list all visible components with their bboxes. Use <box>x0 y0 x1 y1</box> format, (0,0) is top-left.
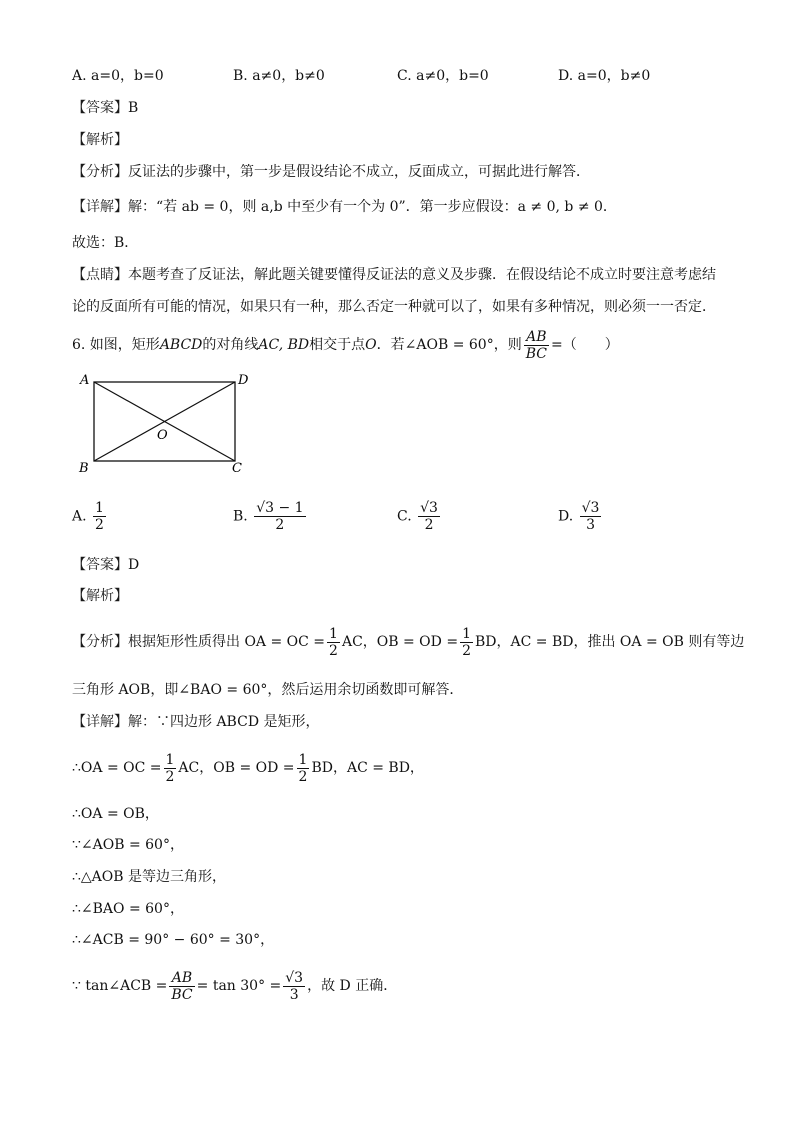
stem-text: =（ ） <box>550 337 619 353</box>
stem-math: ABCD <box>159 337 203 353</box>
fraction-numerator: 1 <box>95 500 104 516</box>
half-fraction <box>327 626 340 659</box>
q6-step-3 <box>72 804 159 824</box>
dianjing-text: 论的反面所有可能的情况，如果只有一种，那么否定一种就可以了，如果有多种情况，则必须一一否定． <box>72 299 716 315</box>
option-fraction <box>93 500 106 533</box>
q5-option-b[interactable] <box>233 66 325 86</box>
fenxi-tag: 【分析】 <box>72 634 128 650</box>
fraction-numerator: 1 <box>462 625 471 642</box>
step-text: ∴△AOB 是等边三角形， <box>72 869 226 885</box>
step-text: 解：∵四边形 ABCD 是矩形， <box>128 714 320 730</box>
fraction-numerator: AB <box>171 969 193 986</box>
q5-fenxi <box>72 162 590 182</box>
fraction-denominator: 2 <box>329 642 338 659</box>
dianjing-tag: 【点睛】 <box>72 267 128 283</box>
fraction-denominator: 3 <box>586 517 596 533</box>
fraction-numerator: √3 <box>420 500 438 516</box>
q6-step-4 <box>72 835 184 855</box>
half-fraction <box>297 752 310 785</box>
fraction-denominator: 3 <box>289 986 299 1003</box>
q6-option-c[interactable] <box>397 500 442 533</box>
dianjing-text: 本题考查了反证法，解此题关键要懂得反证法的意义及步骤．在假设结论不成立时要注意考虑结 <box>128 267 716 283</box>
step-text: ∵ tan∠ACB = <box>72 978 168 994</box>
choice-text: 故选：B． <box>72 235 139 251</box>
fenxi-text: 反证法的步骤中，第一步是假设结论不成立，反面成立，可据此进行解答． <box>128 164 590 180</box>
q5-dianjing-1 <box>72 265 716 285</box>
xiangjie-tag: 【详解】 <box>72 714 128 730</box>
answer-value: B <box>128 100 139 116</box>
q6-option-d[interactable] <box>558 500 603 533</box>
step-text: ∴OA = OB， <box>72 806 159 822</box>
q5-answer <box>72 98 138 118</box>
fraction-numerator: √3 <box>581 500 600 516</box>
half-fraction <box>460 626 473 659</box>
fraction-numerator: AB <box>526 328 547 345</box>
step-text: BD，AC = BD， <box>311 760 424 776</box>
fraction-denominator: 2 <box>298 768 308 785</box>
stem-text: ．若∠AOB = 60°，则 <box>376 337 522 353</box>
step-text: ∵∠AOB = 60°， <box>72 837 184 853</box>
step-text: = tan 30° = <box>196 978 282 994</box>
rectangle-figure <box>70 370 260 480</box>
q6-xiangjie <box>72 712 320 732</box>
option-letter: B. <box>233 68 248 84</box>
answer-tag: 【答案】 <box>72 100 128 116</box>
fraction-denominator: 2 <box>424 517 434 533</box>
q6-analysis-heading <box>72 586 128 606</box>
fenxi-text: BD，AC = BD，推出 OA = OB 则有等边 <box>475 634 745 650</box>
option-text: a=0，b=0 <box>91 68 164 84</box>
step-text: ∴∠ACB = 90° − 60° = 30°， <box>72 932 275 948</box>
q6-fenxi-2 <box>72 680 463 700</box>
stem-math: AC, BD <box>258 337 310 353</box>
option-letter: A. <box>72 508 87 525</box>
label-b: B <box>79 461 89 476</box>
stem-text: 的对角线 <box>202 337 259 353</box>
fraction-denominator: 2 <box>95 517 104 533</box>
fraction-numerator: √3 − 1 <box>256 500 304 516</box>
q5-xiangjie <box>72 197 617 217</box>
q6-answer <box>72 555 139 575</box>
stem-math: O <box>365 337 377 353</box>
q6-step-5 <box>72 867 226 887</box>
label-o: O <box>157 428 168 443</box>
stem-text: 6. 如图，矩形 <box>72 337 160 353</box>
q5-option-d[interactable] <box>558 66 650 86</box>
ratio-fraction <box>169 970 194 1003</box>
q5-option-a[interactable] <box>72 66 164 86</box>
q5-analysis-heading <box>72 130 128 150</box>
step-text: ，故 D 正确． <box>307 978 398 994</box>
fraction-denominator: BC <box>171 986 193 1003</box>
label-d: D <box>238 373 249 388</box>
option-fraction <box>254 500 305 533</box>
fraction-numerator: 1 <box>165 751 175 768</box>
label-c: C <box>232 461 242 476</box>
q6-step-7 <box>72 930 274 950</box>
analysis-tag: 【解析】 <box>72 588 128 604</box>
option-letter: C. <box>397 68 412 84</box>
q6-fenxi-1 <box>72 624 744 660</box>
fraction-denominator: BC <box>525 345 547 362</box>
option-text: a=0，b≠0 <box>577 68 651 84</box>
fraction-numerator: 1 <box>329 625 338 642</box>
q5-dianjing-2 <box>72 297 716 317</box>
option-letter: B. <box>233 508 248 525</box>
option-text: a≠0，b≠0 <box>252 68 325 84</box>
answer-value: D <box>128 557 140 573</box>
label-a: A <box>80 373 90 388</box>
q6-stem <box>72 328 619 362</box>
fraction-numerator: √3 <box>285 969 304 986</box>
fraction-denominator: 2 <box>275 517 285 533</box>
fenxi-text: AC，OB = OD = <box>341 634 459 650</box>
option-fraction <box>418 500 440 533</box>
stem-text: 相交于点 <box>309 337 366 353</box>
option-text: a≠0，b=0 <box>416 68 489 84</box>
q6-option-b[interactable] <box>233 500 308 533</box>
xiangjie-tag: 【详解】 <box>72 199 128 215</box>
xiangjie-text: 解：“若 ab = 0，则 a,b 中至少有一个为 0”．第一步应假设：a ≠ 0, b ≠ 0． <box>128 199 617 215</box>
q6-step-8 <box>72 968 397 1004</box>
analysis-tag: 【解析】 <box>72 132 128 148</box>
option-letter: A. <box>72 68 87 84</box>
stem-fraction <box>524 329 549 362</box>
fraction-numerator: 1 <box>298 751 308 768</box>
fenxi-text: 根据矩形性质得出 OA = OC = <box>128 634 326 650</box>
q5-option-c[interactable] <box>397 66 489 86</box>
answer-tag: 【答案】 <box>72 557 128 573</box>
step-text: ∴∠BAO = 60°， <box>72 901 184 917</box>
half-fraction <box>164 752 177 785</box>
option-letter: D. <box>558 68 574 84</box>
q6-option-a[interactable] <box>72 500 108 533</box>
fraction-denominator: 2 <box>165 768 175 785</box>
q5-choice <box>72 233 138 253</box>
q6-step-2 <box>72 750 424 786</box>
step-text: AC，OB = OD = <box>178 760 295 776</box>
option-fraction <box>580 500 602 533</box>
fenxi-tag: 【分析】 <box>72 164 128 180</box>
q6-step-6 <box>72 899 184 919</box>
result-fraction <box>283 970 305 1003</box>
step-text: ∴OA = OC = <box>72 760 162 776</box>
fraction-denominator: 2 <box>462 642 471 659</box>
option-letter: D. <box>558 508 574 525</box>
fenxi-text: 三角形 AOB，即∠BAO = 60°，然后运用余切函数即可解答． <box>72 682 464 698</box>
option-letter: C. <box>397 508 412 525</box>
